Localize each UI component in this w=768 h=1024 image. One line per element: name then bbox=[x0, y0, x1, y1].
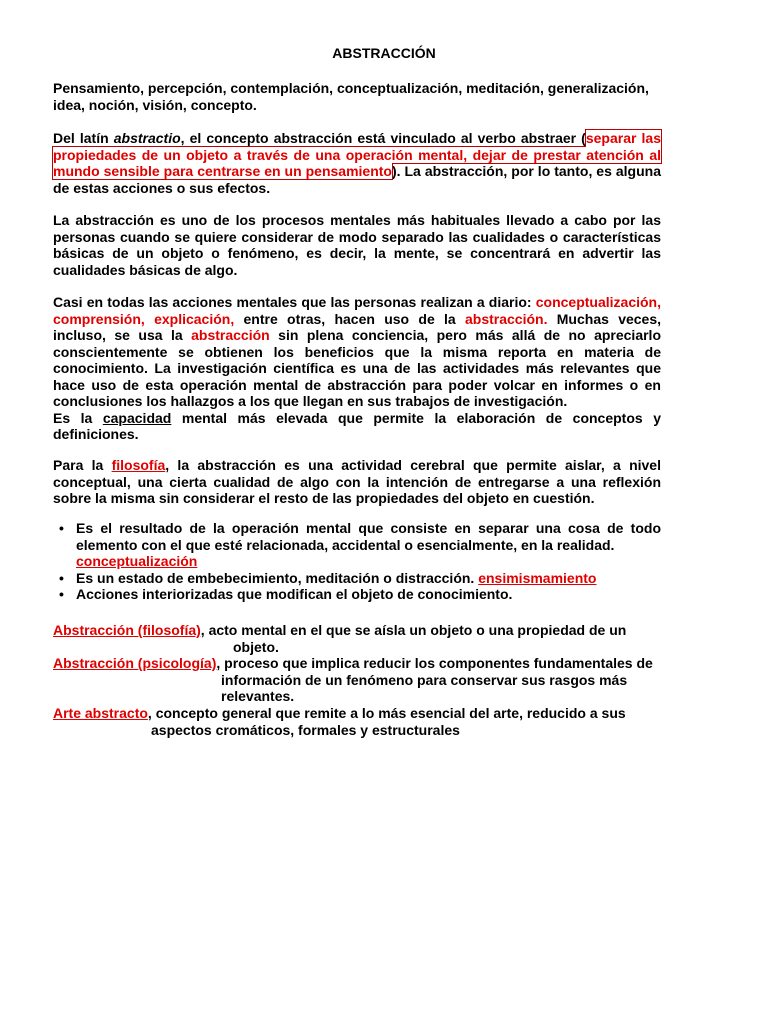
definition-filosofia: Abstracción (filosofía), acto mental en el que se aísla un objeto o una propiedad de un objeto. bbox=[53, 622, 627, 655]
bullet-list bbox=[53, 520, 661, 603]
definition-link[interactable]: separar las propiedades de un objeto a través de una operación mental, dejar de prestar atención al mundo sensible para centrarse en un pensamiento bbox=[53, 130, 661, 179]
abstraccion-filosofia-link[interactable]: Abstracción (filosofía) bbox=[53, 622, 201, 638]
list-item: • Acciones interiorizadas que modifican el objeto de conocimiento. bbox=[59, 586, 513, 602]
paragraph-mental-process: La abstracción es uno de los procesos mentales más habituales llevado a cabo por las personas cuando se quiere considerar de modo separado las cualidades o características básicas de un objeto o fenómeno, es decir, la mente, se concentrará en advertir las cualidades básicas de algo. bbox=[53, 212, 661, 278]
arte-abstracto-link[interactable]: Arte abstracto bbox=[53, 705, 148, 721]
list-item: • Es el resultado de la operación mental que consiste en separar una cosa de todo elemento con el que esté relacionada, accidental o esencialmente, en la realidad. conceptualización bbox=[59, 520, 661, 569]
list-item: • Es un estado de embebecimiento, meditación o distracción. ensimismamiento bbox=[59, 569, 597, 586]
paragraph-daily-actions: Casi en todas las acciones mentales que las personas realizan a diario: conceptualización, comprensión, explicación, entre otras, hacen uso de la abstracción. Muchas veces, incluso, se usa la abstracción sin plena conciencia, pero más allá de no apreciarlo conscientemente se obtienen los beneficios que la misma reporta en materia de conocimiento. La investigación científica es una de las actividades más relevantes que hace uso de esta operación mental de abstracción para poder volcar en informes o en conclusiones los hallazgos a los que llegan en sus trabajos de investigación. Es la capacidad mental más elevada que permite la elaboración de conceptos y definiciones. bbox=[53, 294, 662, 442]
bullet-icon: • bbox=[59, 586, 64, 602]
synonyms-paragraph: Pensamiento, percepción, contemplación, conceptualización, meditación, generalización, idea, noción, visión, concepto. bbox=[53, 80, 649, 113]
abstraccion-psicologia-link[interactable]: Abstracción (psicología) bbox=[53, 655, 217, 671]
definition-psicologia: Abstracción (psicología), proceso que implica reducir los componentes fundamentales de información de un fenómeno para conservar sus rasgos más relevantes. bbox=[53, 655, 653, 704]
paragraph-philosophy: Para la filosofía, la abstracción es una actividad cerebral que permite aislar, a nivel conceptual, una cierta cualidad de algo con la intención de entregarse a una reflexión sobre la misma sin considerar el resto de las propiedades del objeto en cuestión. bbox=[53, 457, 661, 506]
bullet-icon: • bbox=[59, 569, 64, 586]
highlight-abstraccion-2: abstracción bbox=[191, 327, 270, 343]
capacidad-link[interactable]: capacidad bbox=[102, 409, 172, 426]
paragraph-latin-origin: Del latín abstractio, el concepto abstracción está vinculado al verbo abstraer (separar las propiedades de un objeto a través de una operación mental, dejar de prestar atención al mundo sensible para centrarse en un pensamiento). La abstracción, por lo tanto, es alguna de estas acciones o sus efectos. bbox=[53, 130, 661, 196]
definition-arte-abstracto: Arte abstracto, concepto general que remite a lo más esencial del arte, reducido a sus aspectos cromáticos, formales y estructurales bbox=[53, 705, 626, 738]
document-title: ABSTRACCIÓN bbox=[332, 45, 436, 61]
ensimismamiento-link[interactable]: ensimismamiento bbox=[478, 569, 597, 586]
highlight-abstraccion-1: abstracción. bbox=[465, 310, 548, 327]
latin-term: abstractio bbox=[113, 130, 181, 146]
conceptualizacion-link[interactable]: conceptualización bbox=[76, 553, 198, 569]
filosofia-link[interactable]: filosofía bbox=[111, 457, 166, 473]
bullet-icon: • bbox=[59, 520, 64, 536]
highlight-conceptualizacion: conceptualización, comprensión, explicación, bbox=[53, 294, 661, 327]
